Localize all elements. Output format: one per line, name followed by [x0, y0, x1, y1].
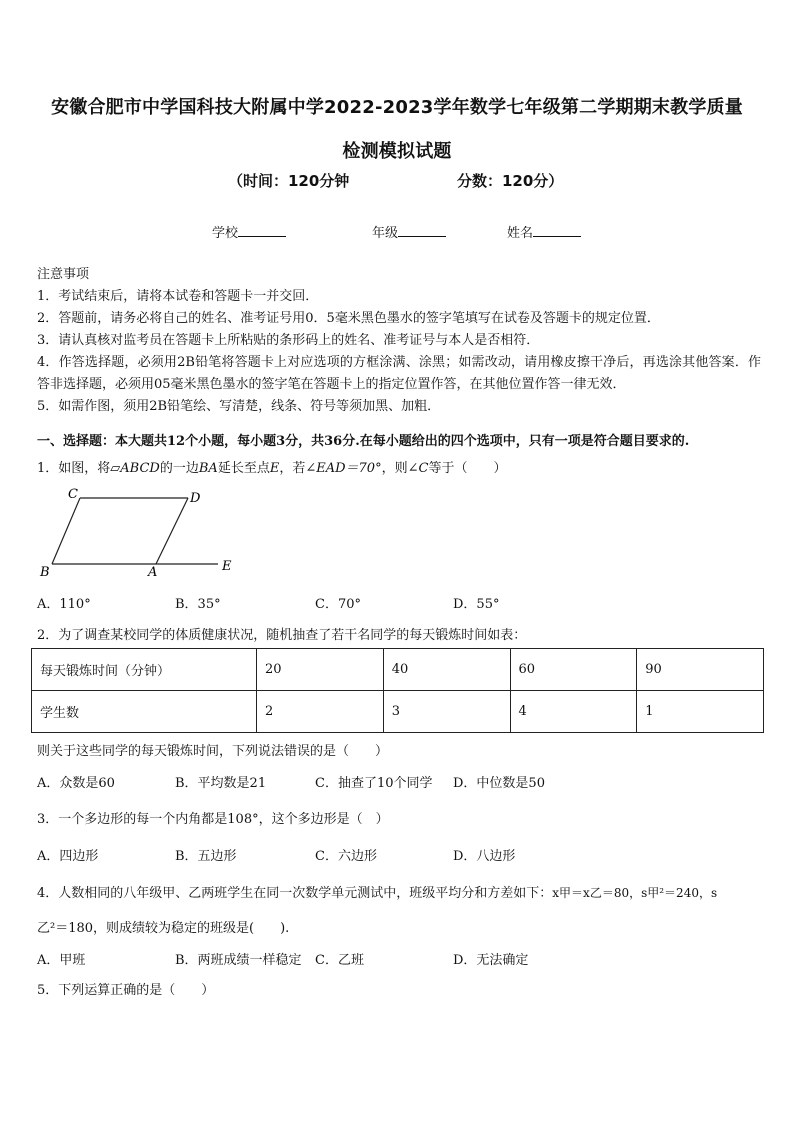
grade-blank — [398, 222, 446, 237]
name-field — [507, 222, 581, 241]
table-row — [32, 649, 764, 691]
question-1-stem — [37, 457, 506, 476]
q4-text: 4．人数相同的八年级甲、乙两班学生在同一次数学单元测试中，班级平均分和方差如下： — [37, 886, 553, 901]
question-3-stem — [37, 808, 389, 827]
question-2-options — [37, 772, 757, 792]
option-c[interactable]: C．乙班 — [315, 953, 364, 968]
label-a: A — [148, 565, 158, 580]
table-cell: 20 — [257, 649, 384, 691]
school-label: 学校 — [212, 226, 239, 241]
q1-target-angle: ∠C — [407, 461, 429, 476]
table-cell: 90 — [637, 649, 764, 691]
exercise-time-table — [31, 648, 764, 733]
instruction-item: 1．考试结束后，请将本试卷和答题卡一并交回． — [37, 289, 319, 304]
q1-text: 的一边 — [159, 461, 199, 476]
section-heading: 一、选择题：本大题共12个小题，每小题3分，共36分.在每小题给出的四个选项中，只有一项是符合题目要求的. — [37, 434, 690, 449]
question-5-stem: 5．下列运算正确的是（ ） — [37, 983, 215, 998]
exam-meta — [0, 170, 794, 192]
q1-text: 延长至点 — [217, 461, 270, 476]
option-d[interactable]: D．八边形 — [453, 849, 516, 864]
option-a[interactable]: A．甲班 — [37, 953, 86, 968]
question-1-options — [37, 593, 757, 613]
school-field — [212, 222, 286, 241]
option-c[interactable]: C．抽查了10个同学 — [315, 776, 433, 791]
table-cell: 40 — [383, 649, 510, 691]
option-b[interactable]: B．五边形 — [175, 849, 237, 864]
table-cell: 4 — [510, 691, 637, 733]
instructions-heading: 注意事项 — [37, 267, 90, 282]
q1-side: BA — [198, 461, 218, 476]
question-4-options — [37, 949, 757, 969]
score-label: 分数：120分） — [457, 172, 564, 190]
q3-angle: 108° — [227, 812, 259, 827]
question-4-stem-line-2: 乙²＝180，则成绩较为稳定的班级是( ). — [37, 921, 290, 936]
question-2-question: 则关于这些同学的每天锻炼时间，下列说法错误的是（ ） — [37, 744, 389, 759]
time-label: （时间：120分钟 — [228, 172, 350, 190]
option-c[interactable]: C．六边形 — [315, 849, 377, 864]
option-a[interactable]: A．四边形 — [37, 849, 99, 864]
title-line-2: 检测模拟试题 — [342, 141, 452, 162]
exam-title — [30, 86, 764, 174]
student-info-fields — [0, 222, 794, 242]
parallelogram-figure — [30, 482, 250, 582]
option-b[interactable]: B．35° — [175, 597, 221, 612]
name-label: 姓名 — [507, 226, 534, 241]
option-d[interactable]: D．55° — [453, 597, 500, 612]
option-b[interactable]: B．平均数是21 — [175, 776, 267, 791]
instruction-item: 2．答题前，请务必将自己的姓名、准考证号用0．5毫米黑色墨水的签字笔填写在试卷及答题卡的规定位置． — [37, 311, 660, 326]
label-e: E — [222, 559, 232, 574]
title-line-1: 安徽合肥市中学国科技大附属中学2022-2023学年数学七年级第二学期期末教学质量 — [51, 97, 743, 118]
q4-formula: x甲＝x乙＝80，s甲²＝240，s — [552, 886, 718, 900]
q1-text: 等于（ ） — [428, 461, 507, 476]
option-b[interactable]: B．两班成绩一样稳定 — [175, 953, 302, 968]
instruction-item: 3．请认真核对监考员在答题卡上所粘贴的条形码上的姓名、准考证号与本人是否相符． — [37, 333, 540, 348]
option-c[interactable]: C．70° — [315, 597, 361, 612]
edge-da — [156, 498, 188, 564]
table-cell: 2 — [257, 691, 384, 733]
grade-label: 年级 — [372, 226, 399, 241]
q1-text: 1．如图，将 — [37, 461, 111, 476]
table-header-count: 学生数 — [32, 691, 257, 733]
label-c: C — [68, 487, 78, 502]
school-blank — [238, 222, 286, 237]
q3-text: ，这个多边形是（ ） — [258, 812, 389, 827]
q1-text: ，则 — [381, 461, 408, 476]
question-4-stem-line-1 — [37, 882, 717, 901]
option-a[interactable]: A．110° — [37, 597, 91, 612]
q1-angle: ∠EAD＝70° — [305, 461, 382, 476]
edge-bc — [52, 498, 80, 564]
table-header-time: 每天锻炼时间（分钟） — [32, 649, 257, 691]
instructions — [37, 264, 761, 418]
table-cell: 3 — [383, 691, 510, 733]
name-blank — [533, 222, 581, 237]
instruction-item: 5．如需作图，须用2B铅笔绘、写清楚，线条、符号等须加黑、加粗． — [37, 399, 441, 414]
q1-point: E — [269, 461, 280, 476]
question-2-stem: 2．为了调查某校同学的体质健康状况，随机抽查了若干名同学的每天锻炼时间如表： — [37, 628, 527, 643]
option-d[interactable]: D．无法确定 — [453, 953, 529, 968]
question-3-options — [37, 845, 757, 865]
instruction-item: 4．作答选择题，必须用2B铅笔将答题卡上对应选项的方框涂满、涂黑；如需改动，请用橡皮擦干净后，再选涂其他答案．作答非选择题，必须用05毫米黑色墨水的签字笔在答题卡上的指定位置作答，在其他位置作答一律无效． — [37, 355, 761, 392]
table-cell: 60 — [510, 649, 637, 691]
table-row — [32, 691, 764, 733]
option-a[interactable]: A．众数是60 — [37, 776, 115, 791]
q1-text: ，若 — [279, 461, 306, 476]
option-d[interactable]: D．中位数是50 — [453, 776, 545, 791]
label-b: B — [40, 565, 50, 580]
table-cell: 1 — [637, 691, 764, 733]
q3-text: 3．一个多边形的每一个内角都是 — [37, 812, 228, 827]
grade-field — [372, 222, 446, 241]
label-d: D — [190, 491, 201, 506]
q1-parallelogram: ▱ABCD — [110, 461, 160, 476]
